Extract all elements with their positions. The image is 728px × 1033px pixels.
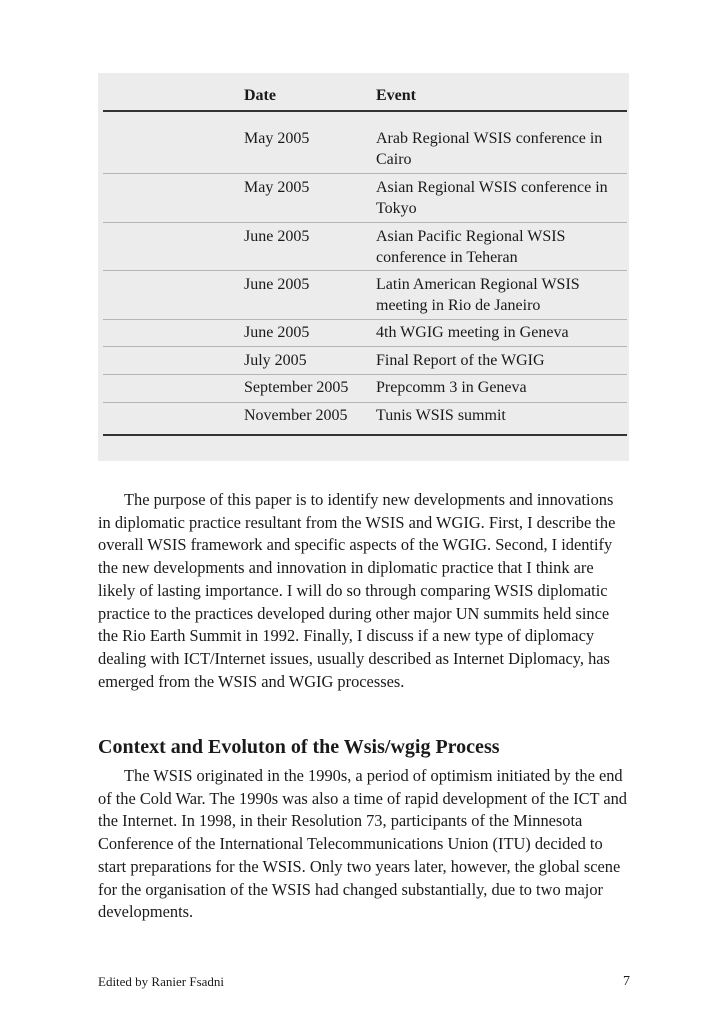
table-row-date: May 2005 [244,130,310,147]
intro-paragraph: The purpose of this paper is to identify new developments and innovations in diplomatic practice resultant from the WSIS and WGIG. First, I describe the overall WSIS framework and specific aspects of the WGIG. Second, I identify the new developments and innovation in diplomatic practice that I think are likely of lasting importance. I will do so through comparing WSIS diplomatic practice to the practices developed during other major UN summits held since the Rio Earth Summit in 1992. Finally, I discuss if a new type of diplomacy dealing with ICT/Internet issues, usually described as Internet Diplomacy, has emerged from the WSIS and WGIG processes. [98,490,616,691]
row-divider [103,402,627,403]
table-row-event: Final Report of the WGIG [376,352,545,369]
table-row-event: Tunis WSIS summit [376,407,506,424]
table-row-date: June 2005 [244,228,310,245]
table-row-date: June 2005 [244,324,310,341]
table-row-event: Prepcomm 3 in Geneva [376,379,527,396]
row-divider [103,346,627,347]
row-divider [103,173,627,174]
event-timeline-table [98,73,629,461]
section-heading: Context and Evoluton of the Wsis/wgig Process [98,736,500,758]
table-row-date: June 2005 [244,276,310,293]
table-row-date: July 2005 [244,352,307,369]
footer-editor: Edited by Ranier Fsadni [98,974,225,989]
table-row-event: Arab Regional WSIS conference in Cairo [376,130,603,168]
page-number: 7 [623,974,630,989]
header-rule [103,110,627,112]
table-row-date: May 2005 [244,179,310,196]
row-divider [103,270,627,271]
table-row-event: Latin American Regional WSIS meeting in Rio de Janeiro [376,276,580,314]
table-header-date: Date [244,87,276,104]
table-row-event: 4th WGIG meeting in Geneva [376,324,569,341]
table-row-event: Asian Pacific Regional WSIS conference in Teheran [376,228,566,266]
row-divider [103,319,627,320]
table-bottom-rule [103,434,627,436]
table-row-date: November 2005 [244,407,348,424]
section-paragraph: The WSIS originated in the 1990s, a period of optimism initiated by the end of the Cold War. The 1990s was also a time of rapid development of the ICT and the Internet. In 1998, in their Resolution 73, participants of the Minnesota Conference of the International Telecommunications Union (ITU) decided to start preparations for the WSIS. Only two years later, however, the global scene for the organisation of the WSIS had changed substantially, due to two major developments. [98,766,627,922]
table-row-date: September 2005 [244,379,349,396]
table-row-event: Asian Regional WSIS conference in Tokyo [376,179,608,217]
row-divider [103,374,627,375]
row-divider [103,222,627,223]
table-header-event: Event [376,87,416,104]
